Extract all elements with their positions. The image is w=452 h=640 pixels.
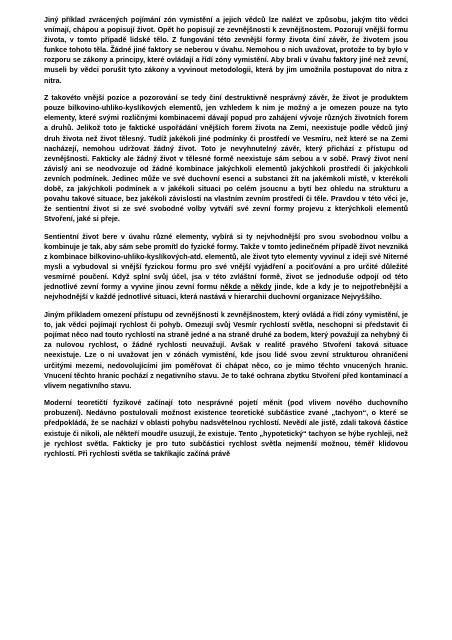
paragraph-text: Z takovéto vnější pozice a pozorování se tedy činí destruktivně nesprávný závěr, že život je produktem pouze bilkovino-uhliko-kyslíkových elementů, jen vzhledem k nim je možný a je omezen pouze na tyto elementy, které svými rozličnými kombinacemi dávají popud pro zahájení vývoje různých životních forem a druhů. Jelikož toto je faktické uspořádání vnějších forem života na Zemi, neexistuje podle vědců jiný druh života než život tělesný. Tudíž jakékoli jiné podmínky či prostředí ve Vesmíru, než které se na Zemi nacházejí, nemohou udržovat žádný život. Toto je nevyhnutelný závěr, který přichází z přístupu od zevnějšnosti. Fakticky ale žádný život v tělesné formě neexistuje sám sebou a v sobě. Pravý život není závislý ani se neodvozuje od žádné kombinace jakýchkoli elementů jakýchkoli prostředí či jakýchkoli zevních podmínek. Jedinec může ve své duchovní esenci a substanci žít na jakémkoli místě, v kterékoli době, za jakýchkoli podmínek a v jakékoli situaci po celém jsoucnu a bytí bez ohledu na strukturu a povahu takové situace, bez jakékoli závislosti na vlastním zevním prostředí či těle. Pravdou v této věci je, že sentientní život si ze své svobodné volby vytváří své zevní formy projevu z kterýchkoli elementů Stvoření, jaké si přeje. — [44, 94, 408, 224]
paragraph-text: jinde, kde a kdy je to nejpotřebnější a nejvhodnější v každé jednotlivé situaci, která nastává v hierarchii duchovní organizace Nejvyššího. — [44, 283, 408, 302]
paragraph-protein-elements — [44, 93, 408, 224]
paragraph-text: Jiný příklad zvrácených pojímání zón vymistění a jejich vědců lze nalézt ve způsobu, jakým tito vědci vnímají, chápou a popisují život. Opět ho popisují ze zevnějšnosti k zevnějšnostem. Pozorují vnější formu života, v tomto případě lidské tělo. Z fungování této zevnější formy života činí závěr, že životem jsou funkce tohoto těla. Žádné jiné faktory se neberou v úvahu. Nemohou o nich uvažovat, protože to by bylo v rozporu se zákony a principy, které ovládají a řídí zóny vymistění. Aby brali v úvahu faktory jiné než zevní, museli by vědci porušit tyto zákony a vyvinout metodologii, která by jim umožnila postupovat do nitra z nitra. — [44, 16, 408, 85]
underlined-somewhere: někde — [220, 283, 242, 292]
paragraph-text: Moderní teoretičtí fyzikové začínají toto nesprávné pojetí měnit (pod vlivem nového duchovního probuzení). Nedávno postulovali možnost existence teoretické subčástice zvané „tachyon“, o které se předpokládá, že se nachází v oblasti pohybu nadsvětelnou rychlostí. Nevědí ale jistě, zdali taková částice existuje či nikoli, ale někteří moudře usuzují, že existuje. Tento „hypotetický“ tachyon se hýbe rychleji, než je rychlost světla. Fakticky je pro tuto subčástici rychlost světla nejmenší možnou, téměř klidovou rychlostí. Při rychlosti světla se takříkajíc začíná právě — [44, 399, 408, 458]
paragraph-text: Jiným příkladem omezení přístupu od zevnějšnosti k zevnějšnostem, který ovládá a řídí zóny vymistění, je to, jak vědci pojímají rychlost či pohyb. Omezují svůj Vesmír rychlostí světla, neschopni si představit či pojímat něco nad touto rychlostí na straně jedné a na straně druhé za bodem, který považují za nehybný či za nulovou rychlost, o žádné rychlosti neuvažují. Avšak v realitě pravého Stvoření taková situace neexistuje. Lze o ni uvažovat jen v zónách vymistění, kde jsou lidé svou zevní strukturou ohraničeni určitými mezemi, nedovolujícími jim poměřovat či chápat něco, co je mimo těchto vnucených hranic. Vnucení těchto hranic pochází z negativního stavu. Je to také ochrana zbytku Stvoření před kontaminací a vlivem negativního stavu. — [44, 311, 408, 390]
paragraph-text: a — [241, 283, 251, 292]
paragraph-tachyon — [44, 398, 408, 459]
paragraph-speed-limit — [44, 310, 408, 391]
underlined-sometime: někdy — [250, 283, 272, 292]
paragraph-text: Sentientní život bere v úvahu různé elementy, vybírá si ty nejvhodnější pro svou svobodnou volbu a kombinuje je tak, aby sám sebe promítl do fyzické formy. Takže v tomto jedinečném případě život nevzniká z kombinace bilkovino-uhliko-kyslíkových-atd. elementů, ale život tyto elementy vyvinul z ideji své Niterné mysli a vybudoval si vnější fyzickou formu pro své vnější vyjádření a pociťování a pro určité důležité vesmírné poučení. Když splní svůj účel, jsa v této zvláštní formě, život se jednoduše odpojí od této jednotlivé zevní formy a vyvine jinou zevní formu — [44, 232, 408, 292]
paragraph-life-perception — [44, 15, 408, 86]
paragraph-sentient-life — [44, 232, 408, 303]
